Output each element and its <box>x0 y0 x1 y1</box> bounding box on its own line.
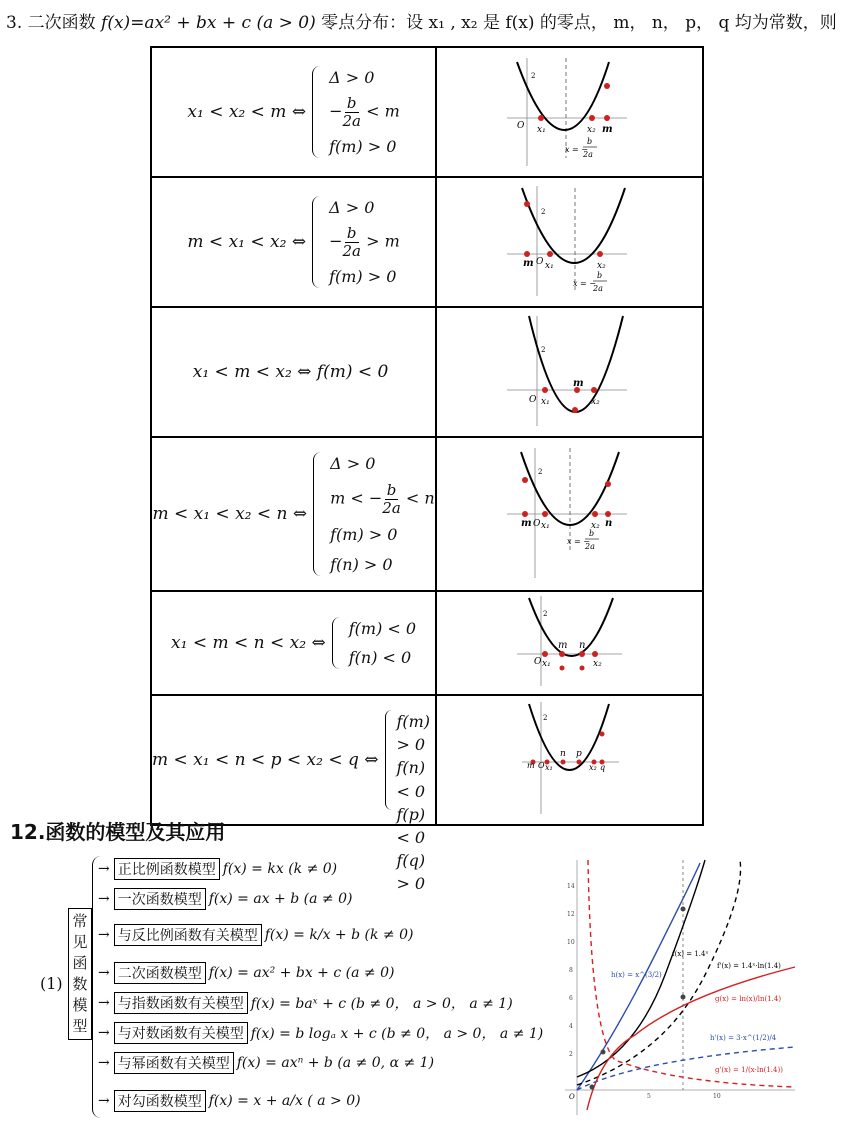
condition-cell <box>151 307 436 437</box>
svg-text:x₂: x₂ <box>591 397 600 407</box>
cond-line: f(n) < 0 <box>396 758 426 801</box>
model-item: → 与幂函数有关模型 f(x) = axⁿ + b (a ≠ 0, α ≠ 1) <box>98 1052 434 1074</box>
graph-cell <box>436 177 703 307</box>
svg-text:b: b <box>589 529 595 538</box>
parabola-graph-6 <box>437 696 702 820</box>
model-item: → 二次函数模型 f(x) = ax² + bx + c (a ≠ 0) <box>98 962 394 984</box>
svg-text:n: n <box>605 518 613 529</box>
graph-cell <box>436 47 703 177</box>
svg-text:n: n <box>579 640 586 651</box>
svg-text:m: m <box>523 258 534 269</box>
model-item: → 一次函数模型 f(x) = ax + b (a ≠ 0) <box>98 888 352 910</box>
svg-text:O: O <box>534 657 542 667</box>
cond-line: f(p) < 0 <box>396 804 426 847</box>
cond-line: f(n) < 0 <box>348 647 412 667</box>
table-row <box>151 47 703 177</box>
svg-text:x = −: x = − <box>573 279 597 288</box>
row-lhs: x₁ < m < x₂ ⇔ f(m) < 0 <box>192 362 389 382</box>
table-row <box>151 591 703 695</box>
graph-cell <box>436 307 703 437</box>
svg-text:O: O <box>536 257 544 267</box>
svg-text:O: O <box>538 761 545 770</box>
header-number: 3. <box>6 13 23 33</box>
svg-text:6: 6 <box>569 995 573 1002</box>
cond-line: f(m) > 0 <box>330 524 398 544</box>
model-item: → 与指数函数有关模型 f(x) = baˣ + c (b ≠ 0， a > 0， a ≠ 1) <box>98 992 513 1014</box>
svg-text:x₂: x₂ <box>589 763 597 772</box>
models-vertical-title: 常 见 函 数 模 型 <box>68 908 92 1040</box>
svg-text:x = −: x = − <box>565 145 589 154</box>
svg-text:O: O <box>533 519 541 529</box>
svg-text:2: 2 <box>531 72 536 80</box>
svg-text:O: O <box>517 121 525 131</box>
cond-line: f(m) > 0 <box>396 712 431 755</box>
svg-text:x₁: x₁ <box>541 397 550 407</box>
parabola-graph-3 <box>437 308 702 432</box>
x-tick-labels <box>647 1093 721 1100</box>
svg-text:n: n <box>560 749 566 759</box>
svg-text:2: 2 <box>569 1051 573 1058</box>
cond-line: Δ > 0 <box>329 68 375 87</box>
svg-text:h(x) = x^(3/2): h(x) = x^(3/2) <box>611 971 662 979</box>
parabola-graph-2 <box>437 178 702 302</box>
parabola-graph-1 <box>437 48 702 172</box>
cond-line: Δ > 0 <box>330 454 376 473</box>
header-func: f(x)=ax² + bx + c (a > 0) <box>101 13 316 33</box>
svg-text:5: 5 <box>647 1093 651 1100</box>
svg-text:x₂: x₂ <box>593 659 602 669</box>
svg-text:2: 2 <box>538 468 543 476</box>
table-row <box>151 437 703 591</box>
graph-cell <box>436 437 703 591</box>
condition-cell <box>151 437 436 591</box>
svg-text:g'(x) = 1/(x·ln(1.4)): g'(x) = 1/(x·ln(1.4)) <box>715 1066 783 1074</box>
graph-cell <box>436 591 703 695</box>
svg-text:m: m <box>527 761 535 770</box>
svg-text:q: q <box>600 763 606 772</box>
svg-text:14: 14 <box>567 883 575 890</box>
svg-text:b: b <box>587 137 593 146</box>
svg-text:m: m <box>521 518 532 529</box>
svg-text:2a: 2a <box>585 542 595 551</box>
svg-text:m: m <box>558 640 568 651</box>
section-title: 12.函数的模型及其应用 <box>10 820 226 844</box>
header-title: 二次函数 <box>27 13 96 33</box>
svg-text:x₂: x₂ <box>591 521 600 531</box>
svg-text:m: m <box>573 378 584 389</box>
condition-cell <box>151 47 436 177</box>
cond-line: f(m) < 0 <box>348 619 417 638</box>
svg-text:x₂: x₂ <box>597 261 606 271</box>
svg-text:10: 10 <box>567 939 575 946</box>
cond-line: Δ > 0 <box>329 198 375 217</box>
cond-line: f(q) > 0 <box>396 851 426 894</box>
graph-cell <box>436 695 703 825</box>
cond-line: − $\frac{b}{2a}$ > m <box>329 224 400 260</box>
cond-line: m < − $\frac{b}{2a}$ < n <box>330 481 435 517</box>
section-3-header <box>6 8 837 33</box>
svg-text:8: 8 <box>569 967 573 974</box>
svg-text:2a: 2a <box>583 150 593 159</box>
models-label: (1) <box>40 974 63 993</box>
svg-text:x₁: x₁ <box>545 261 554 271</box>
svg-text:O: O <box>569 1093 575 1101</box>
svg-text:f'(x) = 1.4ˣ·ln(1.4): f'(x) = 1.4ˣ·ln(1.4) <box>717 962 781 970</box>
function-growth-graph <box>555 855 800 1120</box>
svg-text:x = −: x = − <box>567 537 591 546</box>
table-row <box>151 307 703 437</box>
header-rest: 零点分布：设 x₁ , x₂ 是 f(x) 的零点， m， n， p， q 均为常数，则 <box>321 13 837 33</box>
svg-text:10: 10 <box>713 1093 721 1100</box>
svg-text:p: p <box>576 749 582 759</box>
model-item: → 与对数函数有关模型 f(x) = b logₐ x + c (b ≠ 0， a > 0， a ≠ 1) <box>98 1022 543 1044</box>
svg-text:x₂: x₂ <box>587 125 596 135</box>
svg-text:x₁: x₁ <box>537 125 546 135</box>
svg-text:2: 2 <box>543 610 548 618</box>
svg-text:2a: 2a <box>593 284 603 293</box>
condition-cell <box>151 177 436 307</box>
svg-text:2: 2 <box>543 714 548 722</box>
cond-line: f(m) > 0 <box>329 136 397 156</box>
row-lhs: x₁ < x₂ < m ⇔ <box>187 102 307 122</box>
model-item: → 与反比例函数有关模型 f(x) = k/x + b (k ≠ 0) <box>98 924 413 946</box>
svg-text:b: b <box>597 271 603 280</box>
svg-text:g(x) = ln(x)/ln(1.4): g(x) = ln(x)/ln(1.4) <box>715 995 782 1003</box>
svg-text:h'(x) = 3·x^(1/2)/4: h'(x) = 3·x^(1/2)/4 <box>710 1034 777 1042</box>
parabola-graph-4 <box>437 438 702 586</box>
parabola-graph-5 <box>437 592 702 690</box>
svg-text:4: 4 <box>569 1023 573 1030</box>
row-lhs: m < x₁ < n < p < x₂ < q ⇔ <box>152 750 379 770</box>
model-item: → 对勾函数模型 f(x) = x + a/x ( a > 0) <box>98 1090 361 1112</box>
y-tick-labels <box>567 883 575 1058</box>
svg-text:x₁: x₁ <box>541 521 550 531</box>
row-lhs: x₁ < m < n < x₂ ⇔ <box>171 633 326 653</box>
condition-cell <box>151 591 436 695</box>
table-row <box>151 177 703 307</box>
svg-text:f(x) = 1.4ˣ: f(x) = 1.4ˣ <box>672 950 709 958</box>
cond-line: f(n) > 0 <box>330 554 393 574</box>
row-lhs: m < x₁ < x₂ < n ⇔ <box>152 504 308 524</box>
svg-text:12: 12 <box>567 911 575 918</box>
svg-text:O: O <box>529 395 537 405</box>
model-item: → 正比例函数模型 f(x) = kx (k ≠ 0) <box>98 858 337 880</box>
table-row <box>151 695 703 825</box>
cond-line: f(m) > 0 <box>329 266 397 286</box>
svg-text:x₁: x₁ <box>542 659 551 669</box>
svg-text:x₁: x₁ <box>545 763 553 772</box>
common-function-models <box>40 850 560 1125</box>
svg-text:m: m <box>602 124 613 135</box>
cond-line: − $\frac{b}{2a}$ < m <box>329 94 400 130</box>
row-lhs: m < x₁ < x₂ ⇔ <box>187 232 307 252</box>
svg-text:2: 2 <box>541 346 546 354</box>
svg-text:2: 2 <box>541 208 546 216</box>
